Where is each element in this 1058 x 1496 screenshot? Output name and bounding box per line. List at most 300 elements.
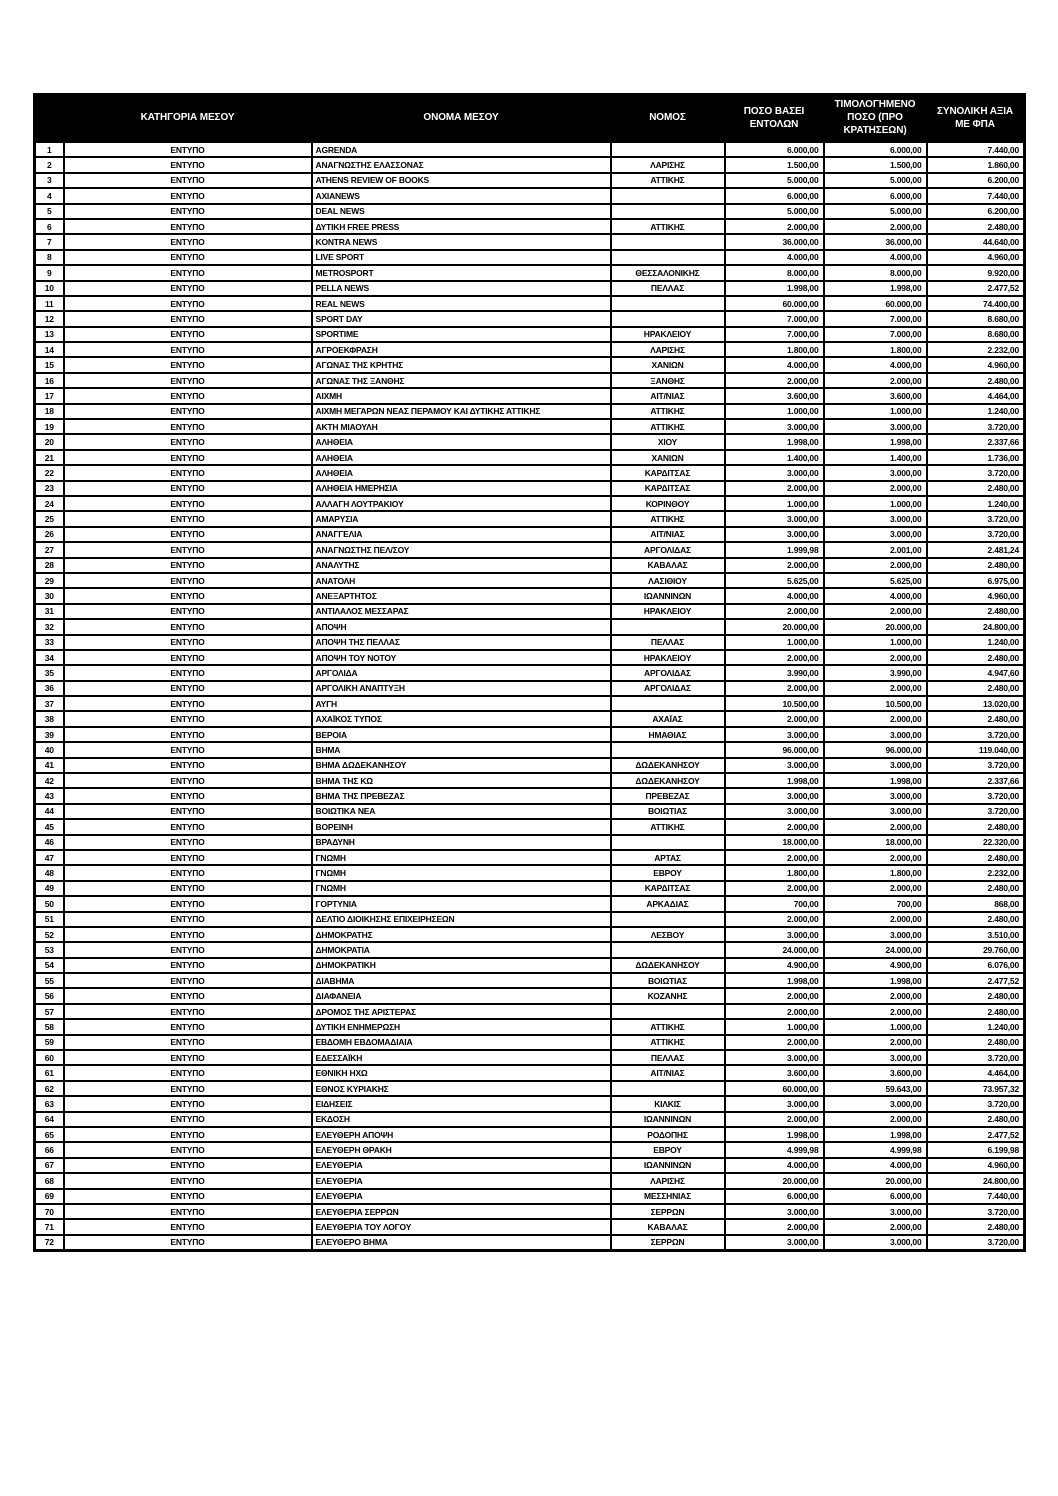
cell-row-number: 71 [35, 1219, 64, 1234]
cell-amount-orders: 1.998,00 [725, 281, 824, 296]
cell-amount-orders: 3.990,00 [725, 665, 824, 680]
cell-total-with-vat: 8.680,00 [927, 327, 1025, 342]
cell-category: ΕΝΤΥΠΟ [64, 234, 312, 249]
cell-amount-invoiced: 1.800,00 [824, 865, 927, 880]
table-row [35, 727, 1025, 742]
cell-prefecture: ΚΟΡΙΝΘΟΥ [611, 496, 725, 511]
cell-media-name: ΑΜΑΡΥΣΙΑ [312, 511, 611, 526]
cell-amount-invoiced: 3.600,00 [824, 1065, 927, 1080]
cell-category: ΕΝΤΥΠΟ [64, 527, 312, 542]
cell-total-with-vat: 2.480,00 [927, 373, 1025, 388]
cell-prefecture: ΒΟΙΩΤΙΑΣ [611, 973, 725, 988]
cell-amount-invoiced: 3.000,00 [824, 1204, 927, 1219]
cell-total-with-vat: 2.480,00 [927, 558, 1025, 573]
cell-row-number: 45 [35, 819, 64, 834]
cell-media-name: ΑΠΟΨΗ ΤΟΥ ΝΟΤΟΥ [312, 650, 611, 665]
table-row [35, 1050, 1025, 1065]
cell-total-with-vat: 4.464,00 [927, 388, 1025, 403]
cell-amount-invoiced: 36.000,00 [824, 234, 927, 249]
cell-amount-orders: 2.000,00 [725, 650, 824, 665]
cell-amount-invoiced: 96.000,00 [824, 742, 927, 757]
cell-row-number: 6 [35, 219, 64, 234]
cell-amount-invoiced: 1.998,00 [824, 281, 927, 296]
cell-row-number: 30 [35, 588, 64, 603]
media-funding-table [33, 93, 1026, 1252]
table-row [35, 958, 1025, 973]
cell-row-number: 52 [35, 927, 64, 942]
cell-media-name: ΔΗΜΟΚΡΑΤΙΑ [312, 942, 611, 957]
cell-amount-invoiced: 24.000,00 [824, 942, 927, 957]
cell-category: ΕΝΤΥΠΟ [64, 142, 312, 157]
cell-amount-invoiced: 2.000,00 [824, 711, 927, 726]
cell-amount-orders: 2.000,00 [725, 604, 824, 619]
cell-row-number: 72 [35, 1235, 64, 1251]
cell-category: ΕΝΤΥΠΟ [64, 773, 312, 788]
cell-media-name: ΑΛΗΘΕΙΑ [312, 465, 611, 480]
cell-prefecture: ΛΕΣΒΟΥ [611, 927, 725, 942]
cell-media-name: ΑΝΑΓΝΩΣΤΗΣ ΕΛΑΣΣΟΝΑΣ [312, 157, 611, 172]
table-row [35, 804, 1025, 819]
cell-row-number: 15 [35, 357, 64, 372]
cell-media-name: ΑΛΗΘΕΙΑ [312, 450, 611, 465]
cell-category: ΕΝΤΥΠΟ [64, 281, 312, 296]
cell-total-with-vat: 4.960,00 [927, 250, 1025, 265]
cell-prefecture: ΑΤΤΙΚΗΣ [611, 419, 725, 434]
cell-media-name: ΕΘΝΙΚΗ ΗΧΩ [312, 1065, 611, 1080]
cell-amount-invoiced: 3.000,00 [824, 511, 927, 526]
cell-category: ΕΝΤΥΠΟ [64, 635, 312, 650]
cell-prefecture: ΛΑΡΙΣΗΣ [611, 1173, 725, 1188]
cell-category: ΕΝΤΥΠΟ [64, 1096, 312, 1111]
cell-row-number: 24 [35, 496, 64, 511]
cell-amount-orders: 5.000,00 [725, 173, 824, 188]
cell-amount-invoiced: 1.000,00 [824, 404, 927, 419]
cell-category: ΕΝΤΥΠΟ [64, 496, 312, 511]
cell-amount-invoiced: 3.000,00 [824, 788, 927, 803]
cell-media-name: ΕΔΕΣΣΑΪΚΗ [312, 1050, 611, 1065]
cell-total-with-vat: 3.720,00 [927, 465, 1025, 480]
cell-row-number: 21 [35, 450, 64, 465]
cell-media-name: ΒΕΡΟΙΑ [312, 727, 611, 742]
cell-amount-orders: 2.000,00 [725, 1112, 824, 1127]
cell-row-number: 22 [35, 465, 64, 480]
cell-row-number: 28 [35, 558, 64, 573]
cell-total-with-vat: 2.481,24 [927, 542, 1025, 557]
cell-amount-invoiced: 8.000,00 [824, 265, 927, 280]
cell-row-number: 35 [35, 665, 64, 680]
cell-row-number: 5 [35, 204, 64, 219]
cell-amount-orders: 1.000,00 [725, 1019, 824, 1034]
table-row [35, 1065, 1025, 1080]
cell-row-number: 60 [35, 1050, 64, 1065]
cell-row-number: 70 [35, 1204, 64, 1219]
table-row [35, 1219, 1025, 1234]
cell-total-with-vat: 24.800,00 [927, 619, 1025, 634]
cell-total-with-vat: 6.200,00 [927, 173, 1025, 188]
cell-amount-orders: 1.998,00 [725, 434, 824, 449]
cell-prefecture [611, 1081, 725, 1096]
cell-prefecture: ΔΩΔΕΚΑΝΗΣΟΥ [611, 958, 725, 973]
cell-prefecture: ΚΟΖΑΝΗΣ [611, 988, 725, 1003]
cell-total-with-vat: 3.720,00 [927, 804, 1025, 819]
cell-prefecture [611, 619, 725, 634]
cell-total-with-vat: 7.440,00 [927, 188, 1025, 203]
cell-prefecture: ΛΑΡΙΣΗΣ [611, 342, 725, 357]
cell-row-number: 7 [35, 234, 64, 249]
table-row [35, 942, 1025, 957]
cell-prefecture: ΑΡΓΟΛΙΔΑΣ [611, 542, 725, 557]
cell-prefecture: ΔΩΔΕΚΑΝΗΣΟΥ [611, 758, 725, 773]
cell-amount-orders: 3.000,00 [725, 1050, 824, 1065]
cell-amount-orders: 1.000,00 [725, 496, 824, 511]
cell-amount-invoiced: 6.000,00 [824, 1189, 927, 1204]
cell-prefecture [611, 696, 725, 711]
cell-total-with-vat: 2.480,00 [927, 850, 1025, 865]
cell-category: ΕΝΤΥΠΟ [64, 711, 312, 726]
cell-amount-orders: 2.000,00 [725, 481, 824, 496]
cell-amount-orders: 3.000,00 [725, 727, 824, 742]
cell-media-name: SPORT DAY [312, 311, 611, 326]
table-row [35, 773, 1025, 788]
cell-media-name: ΑΥΓΗ [312, 696, 611, 711]
cell-category: ΕΝΤΥΠΟ [64, 1081, 312, 1096]
cell-total-with-vat: 2.480,00 [927, 650, 1025, 665]
cell-category: ΕΝΤΥΠΟ [64, 604, 312, 619]
cell-prefecture: ΑΤΤΙΚΗΣ [611, 1035, 725, 1050]
table-row [35, 419, 1025, 434]
cell-row-number: 26 [35, 527, 64, 542]
cell-amount-orders: 2.000,00 [725, 681, 824, 696]
cell-row-number: 33 [35, 635, 64, 650]
cell-category: ΕΝΤΥΠΟ [64, 219, 312, 234]
cell-amount-invoiced: 2.000,00 [824, 819, 927, 834]
table-row [35, 465, 1025, 480]
cell-row-number: 39 [35, 727, 64, 742]
cell-total-with-vat: 2.480,00 [927, 681, 1025, 696]
cell-prefecture: ΚΑΒΑΛΑΣ [611, 558, 725, 573]
cell-total-with-vat: 2.480,00 [927, 219, 1025, 234]
cell-row-number: 49 [35, 881, 64, 896]
cell-category: ΕΝΤΥΠΟ [64, 619, 312, 634]
cell-media-name: SPORTIME [312, 327, 611, 342]
cell-media-name: ΕΒΔΟΜΗ ΕΒΔΟΜΑΔΙΑΙΑ [312, 1035, 611, 1050]
cell-total-with-vat: 4.464,00 [927, 1065, 1025, 1080]
cell-row-number: 37 [35, 696, 64, 711]
cell-prefecture: ΘΕΣΣΑΛΟΝΙΚΗΣ [611, 265, 725, 280]
cell-amount-orders: 2.000,00 [725, 373, 824, 388]
cell-amount-orders: 8.000,00 [725, 265, 824, 280]
cell-media-name: ΒΗΜΑ ΤΗΣ ΠΡΕΒΕΖΑΣ [312, 788, 611, 803]
cell-amount-invoiced: 4.900,00 [824, 958, 927, 973]
table-row [35, 357, 1025, 372]
table-row [35, 527, 1025, 542]
table-row [35, 604, 1025, 619]
cell-total-with-vat: 2.480,00 [927, 881, 1025, 896]
cell-prefecture: ΑΙΤ/ΝΙΑΣ [611, 388, 725, 403]
cell-total-with-vat: 3.720,00 [927, 788, 1025, 803]
cell-media-name: ΕΙΔΗΣΕΙΣ [312, 1096, 611, 1111]
cell-category: ΕΝΤΥΠΟ [64, 404, 312, 419]
cell-category: ΕΝΤΥΠΟ [64, 1142, 312, 1157]
table-row [35, 835, 1025, 850]
cell-media-name: ΕΛΕΥΘΕΡΗ ΘΡΑΚΗ [312, 1142, 611, 1157]
header-category: ΚΑΤΗΓΟΡΙΑ ΜΕΣΟΥ [64, 95, 312, 143]
cell-amount-orders: 1.998,00 [725, 773, 824, 788]
cell-total-with-vat: 3.720,00 [927, 1050, 1025, 1065]
cell-amount-invoiced: 2.000,00 [824, 850, 927, 865]
table-row [35, 434, 1025, 449]
cell-category: ΕΝΤΥΠΟ [64, 357, 312, 372]
cell-amount-orders: 96.000,00 [725, 742, 824, 757]
cell-amount-orders: 1.800,00 [725, 865, 824, 880]
cell-total-with-vat: 2.480,00 [927, 1004, 1025, 1019]
table-row [35, 219, 1025, 234]
cell-amount-invoiced: 2.000,00 [824, 988, 927, 1003]
cell-prefecture: ΑΤΤΙΚΗΣ [611, 404, 725, 419]
cell-prefecture: ΞΑΝΘΗΣ [611, 373, 725, 388]
cell-amount-orders: 2.000,00 [725, 711, 824, 726]
cell-media-name: ΓΝΩΜΗ [312, 850, 611, 865]
cell-media-name: ΕΛΕΥΘΕΡΙΑ [312, 1158, 611, 1173]
table-row [35, 511, 1025, 526]
table-header [35, 95, 1025, 143]
cell-total-with-vat: 3.720,00 [927, 1235, 1025, 1251]
cell-total-with-vat: 2.477,52 [927, 281, 1025, 296]
cell-media-name: ΑΝΑΓΓΕΛΙΑ [312, 527, 611, 542]
cell-category: ΕΝΤΥΠΟ [64, 865, 312, 880]
table-row [35, 850, 1025, 865]
cell-total-with-vat: 7.440,00 [927, 142, 1025, 157]
cell-amount-invoiced: 4.000,00 [824, 1158, 927, 1173]
cell-row-number: 67 [35, 1158, 64, 1173]
table-row [35, 157, 1025, 172]
cell-total-with-vat: 1.736,00 [927, 450, 1025, 465]
table-row [35, 327, 1025, 342]
cell-total-with-vat: 8.680,00 [927, 311, 1025, 326]
cell-category: ΕΝΤΥΠΟ [64, 1204, 312, 1219]
cell-row-number: 64 [35, 1112, 64, 1127]
cell-media-name: ΑΚΤΗ ΜΙΑΟΥΛΗ [312, 419, 611, 434]
cell-row-number: 2 [35, 157, 64, 172]
cell-row-number: 8 [35, 250, 64, 265]
header-media-name: ΟΝΟΜΑ ΜΕΣΟΥ [312, 95, 611, 143]
cell-prefecture: ΜΕΣΣΗΝΙΑΣ [611, 1189, 725, 1204]
header-total-with-vat: ΣΥΝΟΛΙΚΗ ΑΞΙΑ ΜΕ ΦΠΑ [927, 95, 1025, 143]
cell-category: ΕΝΤΥΠΟ [64, 835, 312, 850]
cell-total-with-vat: 3.720,00 [927, 1204, 1025, 1219]
cell-category: ΕΝΤΥΠΟ [64, 419, 312, 434]
cell-row-number: 1 [35, 142, 64, 157]
cell-amount-invoiced: 3.600,00 [824, 388, 927, 403]
cell-category: ΕΝΤΥΠΟ [64, 265, 312, 280]
cell-amount-orders: 6.000,00 [725, 1189, 824, 1204]
cell-amount-invoiced: 1.998,00 [824, 773, 927, 788]
cell-amount-orders: 1.998,00 [725, 1127, 824, 1142]
cell-row-number: 12 [35, 311, 64, 326]
cell-total-with-vat: 119.040,00 [927, 742, 1025, 757]
table-row [35, 281, 1025, 296]
cell-prefecture: ΠΕΛΛΑΣ [611, 1050, 725, 1065]
cell-amount-invoiced: 4.000,00 [824, 357, 927, 372]
cell-prefecture: ΣΕΡΡΩΝ [611, 1204, 725, 1219]
cell-media-name: ΑΝΑΤΟΛΗ [312, 573, 611, 588]
cell-total-with-vat: 1.240,00 [927, 496, 1025, 511]
cell-amount-invoiced: 1.800,00 [824, 342, 927, 357]
cell-amount-invoiced: 3.000,00 [824, 527, 927, 542]
table-row [35, 927, 1025, 942]
cell-total-with-vat: 22.320,00 [927, 835, 1025, 850]
cell-row-number: 27 [35, 542, 64, 557]
cell-prefecture [611, 204, 725, 219]
cell-media-name: ΕΛΕΥΘΕΡΙΑ [312, 1189, 611, 1204]
cell-media-name: ATHENS REVIEW OF BOOKS [312, 173, 611, 188]
cell-amount-orders: 6.000,00 [725, 142, 824, 157]
cell-row-number: 48 [35, 865, 64, 880]
cell-media-name: ΔΕΛΤΙΟ ΔΙΟΙΚΗΣΗΣ ΕΠΙΧΕΙΡΗΣΕΩΝ [312, 912, 611, 927]
cell-amount-invoiced: 2.000,00 [824, 219, 927, 234]
cell-media-name: ΒΗΜΑ [312, 742, 611, 757]
cell-prefecture: ΔΩΔΕΚΑΝΗΣΟΥ [611, 773, 725, 788]
cell-row-number: 66 [35, 1142, 64, 1157]
cell-category: ΕΝΤΥΠΟ [64, 1112, 312, 1127]
cell-media-name: ΕΚΔΟΣΗ [312, 1112, 611, 1127]
cell-amount-invoiced: 2.000,00 [824, 881, 927, 896]
cell-media-name: ΒΡΑΔΥΝΗ [312, 835, 611, 850]
table-row [35, 819, 1025, 834]
table-row [35, 650, 1025, 665]
cell-category: ΕΝΤΥΠΟ [64, 927, 312, 942]
table-row [35, 742, 1025, 757]
cell-category: ΕΝΤΥΠΟ [64, 988, 312, 1003]
cell-row-number: 18 [35, 404, 64, 419]
cell-prefecture: ΗΜΑΘΙΑΣ [611, 727, 725, 742]
cell-amount-orders: 1.500,00 [725, 157, 824, 172]
table-row [35, 788, 1025, 803]
cell-prefecture: ΠΡΕΒΕΖΑΣ [611, 788, 725, 803]
cell-amount-orders: 4.999,98 [725, 1142, 824, 1157]
table-body [35, 142, 1025, 1251]
cell-amount-orders: 2.000,00 [725, 1004, 824, 1019]
cell-amount-orders: 60.000,00 [725, 1081, 824, 1096]
cell-total-with-vat: 2.480,00 [927, 1035, 1025, 1050]
cell-media-name: ΑΝΑΓΝΩΣΤΗΣ ΠΕΛ/ΣΟΥ [312, 542, 611, 557]
cell-prefecture: ΠΕΛΛΑΣ [611, 281, 725, 296]
cell-media-name: ΑΝΕΞΑΡΤΗΤΟΣ [312, 588, 611, 603]
cell-prefecture: ΧΙΟΥ [611, 434, 725, 449]
cell-amount-orders: 5.625,00 [725, 573, 824, 588]
cell-prefecture: ΧΑΝΙΩΝ [611, 450, 725, 465]
cell-prefecture: ΑΡΓΟΛΙΔΑΣ [611, 681, 725, 696]
cell-category: ΕΝΤΥΠΟ [64, 1127, 312, 1142]
cell-media-name: ΕΘΝΟΣ ΚΥΡΙΑΚΗΣ [312, 1081, 611, 1096]
cell-prefecture: ΑΙΤ/ΝΙΑΣ [611, 527, 725, 542]
cell-prefecture [611, 1004, 725, 1019]
cell-prefecture: ΚΙΛΚΙΣ [611, 1096, 725, 1111]
cell-media-name: REAL NEWS [312, 296, 611, 311]
cell-row-number: 17 [35, 388, 64, 403]
cell-media-name: ΕΛΕΥΘΕΡΟ ΒΗΜΑ [312, 1235, 611, 1251]
cell-row-number: 57 [35, 1004, 64, 1019]
cell-row-number: 62 [35, 1081, 64, 1096]
cell-amount-invoiced: 1.998,00 [824, 1127, 927, 1142]
cell-amount-orders: 2.000,00 [725, 1219, 824, 1234]
cell-prefecture [611, 742, 725, 757]
cell-amount-invoiced: 700,00 [824, 896, 927, 911]
cell-amount-invoiced: 20.000,00 [824, 1173, 927, 1188]
cell-amount-orders: 1.800,00 [725, 342, 824, 357]
cell-total-with-vat: 3.720,00 [927, 758, 1025, 773]
cell-total-with-vat: 3.510,00 [927, 927, 1025, 942]
cell-prefecture: ΑΡΓΟΛΙΔΑΣ [611, 665, 725, 680]
table-row [35, 881, 1025, 896]
cell-total-with-vat: 9.920,00 [927, 265, 1025, 280]
table-row [35, 1173, 1025, 1188]
cell-category: ΕΝΤΥΠΟ [64, 311, 312, 326]
table-row [35, 204, 1025, 219]
cell-amount-invoiced: 2.000,00 [824, 373, 927, 388]
cell-total-with-vat: 7.440,00 [927, 1189, 1025, 1204]
cell-media-name: METROSPORT [312, 265, 611, 280]
cell-row-number: 69 [35, 1189, 64, 1204]
cell-total-with-vat: 6.199,98 [927, 1142, 1025, 1157]
cell-amount-invoiced: 2.000,00 [824, 481, 927, 496]
cell-media-name: ΓΟΡΤΥΝΙΑ [312, 896, 611, 911]
cell-amount-invoiced: 3.000,00 [824, 419, 927, 434]
cell-total-with-vat: 1.240,00 [927, 1019, 1025, 1034]
cell-category: ΕΝΤΥΠΟ [64, 742, 312, 757]
table-row [35, 1235, 1025, 1251]
cell-row-number: 16 [35, 373, 64, 388]
cell-row-number: 31 [35, 604, 64, 619]
cell-category: ΕΝΤΥΠΟ [64, 727, 312, 742]
cell-amount-orders: 7.000,00 [725, 311, 824, 326]
table-row [35, 142, 1025, 157]
cell-total-with-vat: 4.960,00 [927, 357, 1025, 372]
cell-row-number: 9 [35, 265, 64, 280]
cell-category: ΕΝΤΥΠΟ [64, 1189, 312, 1204]
cell-amount-orders: 3.000,00 [725, 804, 824, 819]
cell-row-number: 59 [35, 1035, 64, 1050]
cell-media-name: ΒΗΜΑ ΔΩΔΕΚΑΝΗΣΟΥ [312, 758, 611, 773]
cell-amount-orders: 3.000,00 [725, 511, 824, 526]
cell-total-with-vat: 2.480,00 [927, 481, 1025, 496]
cell-row-number: 61 [35, 1065, 64, 1080]
cell-row-number: 51 [35, 912, 64, 927]
cell-amount-orders: 3.000,00 [725, 927, 824, 942]
table-row [35, 1158, 1025, 1173]
cell-row-number: 34 [35, 650, 64, 665]
cell-amount-invoiced: 2.000,00 [824, 558, 927, 573]
table-row [35, 188, 1025, 203]
table-row [35, 342, 1025, 357]
table-row [35, 388, 1025, 403]
cell-total-with-vat: 13.020,00 [927, 696, 1025, 711]
cell-total-with-vat: 6.975,00 [927, 573, 1025, 588]
cell-row-number: 65 [35, 1127, 64, 1142]
table-row [35, 635, 1025, 650]
cell-category: ΕΝΤΥΠΟ [64, 1050, 312, 1065]
cell-row-number: 32 [35, 619, 64, 634]
cell-media-name: AGRENDA [312, 142, 611, 157]
cell-row-number: 25 [35, 511, 64, 526]
cell-amount-invoiced: 1.000,00 [824, 496, 927, 511]
cell-total-with-vat: 73.957,32 [927, 1081, 1025, 1096]
table-row [35, 373, 1025, 388]
cell-amount-orders: 24.000,00 [725, 942, 824, 957]
cell-prefecture: ΑΤΤΙΚΗΣ [611, 819, 725, 834]
cell-prefecture: ΚΑΡΔΙΤΣΑΣ [611, 881, 725, 896]
cell-row-number: 29 [35, 573, 64, 588]
